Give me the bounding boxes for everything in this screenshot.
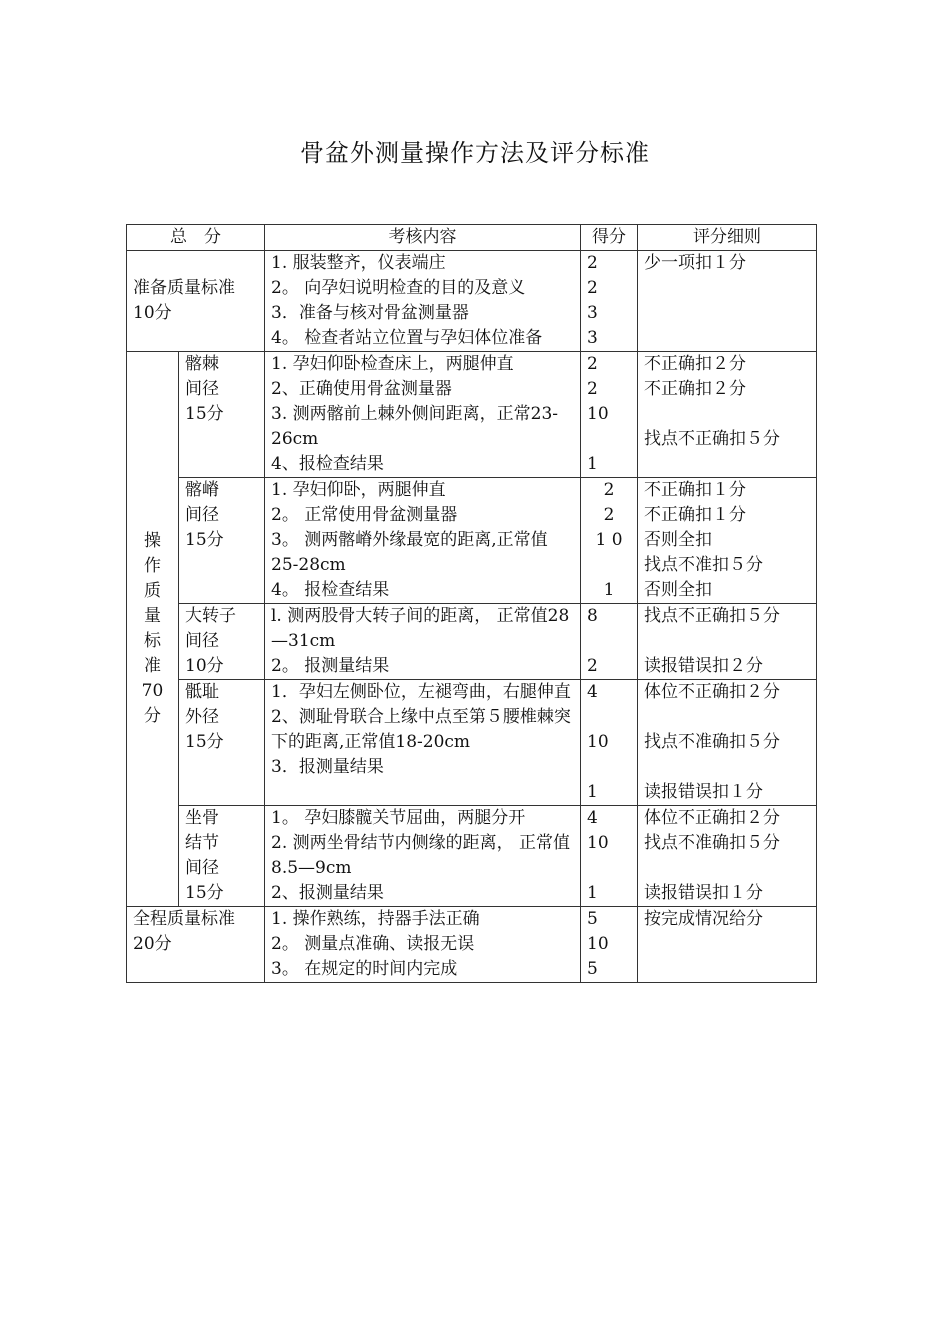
rule-text: 否则全扣 (644, 580, 712, 600)
score-value: 2 (603, 505, 615, 525)
list-item: 1。 孕妇膝髋关节屈曲，两腿分开 (271, 808, 526, 828)
s4-name-cell (179, 680, 265, 806)
header-total: 总 分 (127, 225, 265, 251)
whole-label: 全程质量标准 (133, 909, 235, 929)
s2-rule-cell (638, 478, 817, 604)
section-points: 15分 (185, 404, 224, 424)
score-value: 1 (587, 782, 598, 802)
s2-content-cell (265, 478, 581, 604)
op-label-char: 标 (144, 631, 161, 651)
section-name: 大转子 (185, 606, 236, 626)
section-name: 结节 (185, 833, 219, 853)
rule-text: 找点不正确扣５分 (644, 606, 780, 626)
s5-name-cell (179, 806, 265, 907)
rule-text: 读报错误扣１分 (644, 883, 763, 903)
list-item: 2、测耻骨联合上缘中点至第５腰椎棘突下的距离,正常值18-20cm (271, 707, 571, 752)
list-item: 1. 孕妇仰卧检查床上，两腿伸直 (271, 354, 514, 374)
list-item: 2。 测量点准确、读报无误 (271, 934, 475, 954)
list-item: 2。 正常使用骨盆测量器 (271, 505, 458, 525)
section-points: 10分 (185, 656, 224, 676)
score-value: 10 (587, 732, 609, 752)
list-item: l. 测两股骨大转子间的距离， 正常值28—31cm (271, 606, 570, 651)
list-item: 1．孕妇左侧卧位，左褪弯曲，右腿伸直 (271, 682, 571, 702)
score-value: 10 (587, 833, 609, 853)
op-label-cell (127, 352, 179, 907)
score-value: 3 (587, 303, 598, 323)
table-row-s2 (127, 478, 817, 604)
s2-score-cell (581, 478, 638, 604)
section-name: 髂棘 (185, 354, 219, 374)
op-label-char: 70 (141, 681, 164, 701)
list-item: 3。 测两髂嵴外缘最宽的距离,正常值25-28cm (271, 530, 548, 575)
section-points: 15分 (185, 883, 224, 903)
rule-text: 不正确扣１分 (644, 505, 746, 525)
section-name: 骶耻 (185, 682, 219, 702)
list-item: 4。 检查者站立位置与孕妇体位准备 (271, 328, 543, 348)
s5-content-cell (265, 806, 581, 907)
list-item: 1. 服装整齐，仪表端庄 (271, 253, 446, 273)
score-value: 2 (587, 278, 598, 298)
s1-content-cell (265, 352, 581, 478)
score-value: 1 (603, 580, 615, 600)
score-value: 10 (587, 934, 609, 954)
table-row-s4 (127, 680, 817, 806)
s5-rule-cell (638, 806, 817, 907)
op-label-char: 操 (144, 531, 161, 551)
prep-label-cell (127, 251, 265, 352)
score-value: 8 (587, 606, 598, 626)
list-item: 2。 报测量结果 (271, 656, 390, 676)
list-item: 3. 测两髂前上棘外侧间距离，正常23-26cm (271, 404, 558, 449)
prep-content-cell (265, 251, 581, 352)
score-value: 2 (587, 354, 598, 374)
score-value: 5 (587, 959, 598, 979)
list-item: 4、报检查结果 (271, 454, 384, 474)
s2-name-cell (179, 478, 265, 604)
table-header-row (127, 225, 817, 251)
score-value: 4 (587, 808, 598, 828)
rule-text: 体位不正确扣２分 (644, 682, 780, 702)
score-value: 2 (603, 480, 615, 500)
prep-rule-cell (638, 251, 817, 352)
s3-content-cell (265, 604, 581, 680)
s1-rule-cell (638, 352, 817, 478)
list-item: 2、报测量结果 (271, 883, 384, 903)
rule-text: 找点不准确扣５分 (644, 833, 780, 853)
section-name: 间径 (185, 631, 219, 651)
whole-rule-cell (638, 907, 817, 983)
list-item: 2. 测两坐骨结节内侧缘的距离， 正常值8.5—9cm (271, 833, 571, 878)
s4-rule-cell (638, 680, 817, 806)
rule-text: 体位不正确扣２分 (644, 808, 780, 828)
prep-label: 准备质量标准 (133, 278, 235, 298)
whole-label-cell (127, 907, 265, 983)
whole-points: 20分 (133, 934, 172, 954)
score-value: 5 (587, 909, 598, 929)
section-points: 15分 (185, 530, 224, 550)
whole-score-cell (581, 907, 638, 983)
s5-score-cell (581, 806, 638, 907)
op-label-char: 量 (144, 606, 161, 626)
table-row-s1 (127, 352, 817, 478)
whole-content-cell (265, 907, 581, 983)
rule-text: 读报错误扣１分 (644, 782, 763, 802)
header-content: 考核内容 (265, 225, 581, 251)
s1-name-cell (179, 352, 265, 478)
prep-score-cell (581, 251, 638, 352)
scoring-table (126, 224, 817, 983)
section-points: 15分 (185, 732, 224, 752)
rule-text: 不正确扣１分 (644, 480, 746, 500)
list-item: 4。 报检查结果 (271, 580, 390, 600)
score-value: 4 (587, 682, 598, 702)
s3-name-cell (179, 604, 265, 680)
rule-text: 不正确扣２分 (644, 354, 746, 374)
op-label-char: 作 (144, 556, 161, 576)
s1-score-cell (581, 352, 638, 478)
list-item: 1. 操作熟练，持器手法正确 (271, 909, 480, 929)
table-row-s5 (127, 806, 817, 907)
section-name: 髂嵴 (185, 480, 219, 500)
score-value: 1 0 (595, 530, 623, 550)
score-value: 1 (587, 454, 598, 474)
rule-text: 找点不准扣５分 (644, 555, 763, 575)
s4-score-cell (581, 680, 638, 806)
op-label-char: 准 (144, 656, 161, 676)
op-label-char: 质 (144, 581, 161, 601)
rule-text: 读报错误扣２分 (644, 656, 763, 676)
section-name: 坐骨 (185, 808, 219, 828)
list-item: 2。 向孕妇说明检查的目的及意义 (271, 278, 526, 298)
list-item: 1. 孕妇仰卧，两腿伸直 (271, 480, 446, 500)
section-name: 间径 (185, 379, 219, 399)
page-title: 骨盆外测量操作方法及评分标准 (300, 139, 650, 167)
section-name: 外径 (185, 707, 219, 727)
rule-text: 否则全扣 (644, 530, 712, 550)
rule-text: 少一项扣１分 (644, 253, 746, 273)
rule-text: 不正确扣２分 (644, 379, 746, 399)
op-label-char: 分 (144, 706, 161, 726)
list-item: 2、正确使用骨盆测量器 (271, 379, 452, 399)
section-name: 间径 (185, 505, 219, 525)
table-row-s3 (127, 604, 817, 680)
rule-text: 找点不准确扣５分 (644, 732, 780, 752)
s3-score-cell (581, 604, 638, 680)
score-value: 2 (587, 379, 598, 399)
section-name: 间径 (185, 858, 219, 878)
table-row-whole (127, 907, 817, 983)
score-value: 1 (587, 883, 598, 903)
prep-points: 10分 (133, 303, 172, 323)
header-score: 得分 (581, 225, 638, 251)
list-item: 3．准备与核对骨盆测量器 (271, 303, 469, 323)
header-rules: 评分细则 (638, 225, 817, 251)
score-value: 2 (587, 656, 598, 676)
s4-content-cell (265, 680, 581, 806)
score-value: 2 (587, 253, 598, 273)
rule-text: 找点不正确扣５分 (644, 429, 780, 449)
list-item: 3．报测量结果 (271, 757, 384, 777)
s3-rule-cell (638, 604, 817, 680)
score-value: 10 (587, 404, 609, 424)
rule-text: 按完成情况给分 (644, 909, 763, 929)
list-item: 3。 在规定的时间内完成 (271, 959, 458, 979)
table-row-prep (127, 251, 817, 352)
score-value: 3 (587, 328, 598, 348)
